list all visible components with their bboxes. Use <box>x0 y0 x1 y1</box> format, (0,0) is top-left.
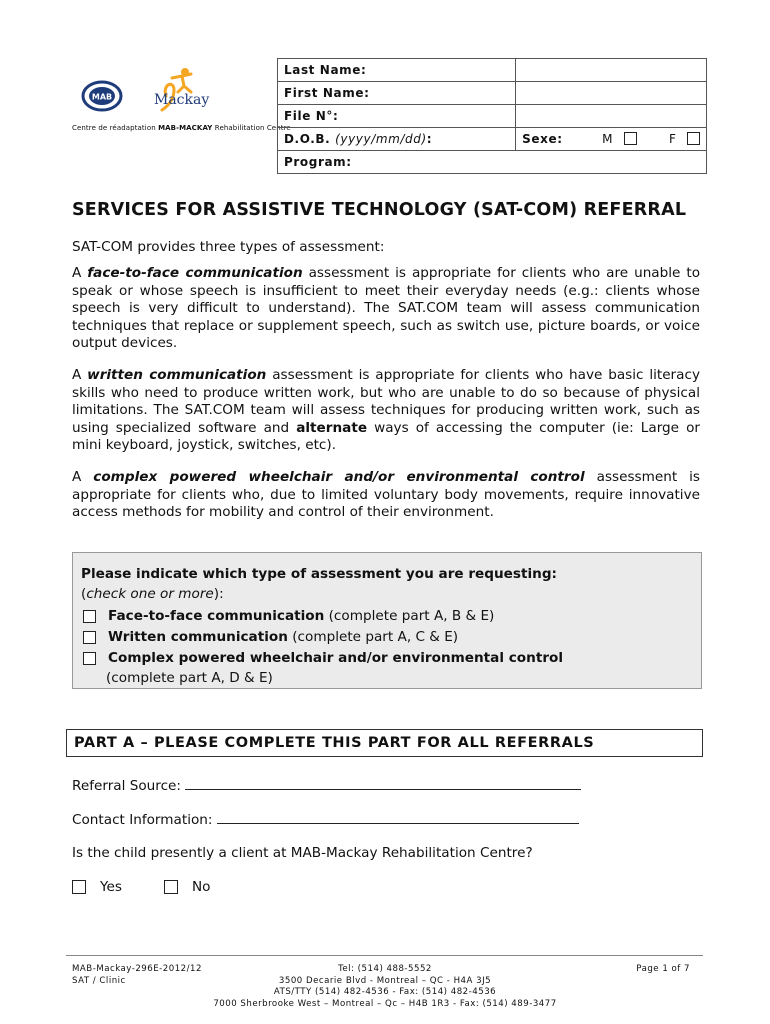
last-name-field[interactable] <box>516 59 707 82</box>
assessment-option-written: Written communication (complete part A, C & E) <box>81 627 563 648</box>
yes-label: Yes <box>100 879 122 895</box>
client-question: Is the child presently a client at MAB-Mackay Rehabilitation Centre? <box>72 845 533 861</box>
no-checkbox[interactable] <box>164 880 178 894</box>
department: SAT / Clinic <box>72 975 126 986</box>
no-option <box>164 879 211 895</box>
no-label: No <box>192 879 211 895</box>
document-title: SERVICES FOR ASSISTIVE TECHNOLOGY (SAT-COM) REFERRAL <box>72 200 687 220</box>
part-a-heading: PART A – PLEASE COMPLETE THIS PART FOR ALL REFERRALS <box>74 735 595 751</box>
footer-address-1: 3500 Decarie Blvd - Montreal – QC - H4A 3J5 <box>278 975 492 986</box>
file-no-label: File N°: <box>278 105 516 128</box>
assessment-heading: Please indicate which type of assessment you are requesting: <box>81 566 557 582</box>
mab-logo-text: MAB <box>91 92 113 102</box>
footer-divider <box>66 955 703 956</box>
mackay-logo-text: Mackay <box>154 92 210 108</box>
contact-info-row <box>72 810 579 828</box>
yes-checkbox[interactable] <box>72 880 86 894</box>
footer-address-2: 7000 Sherbrooke West – Montreal – Qc – H4B 1R3 - Fax: (514) 489-3477 <box>213 998 557 1009</box>
written-communication-checkbox[interactable] <box>83 631 96 644</box>
face-to-face-checkbox[interactable] <box>83 610 96 623</box>
first-name-field[interactable] <box>516 82 707 105</box>
patient-info-table <box>277 58 707 174</box>
referral-source-label: Referral Source: <box>72 778 181 794</box>
footer-contact <box>180 964 590 1010</box>
sex-m-label: M <box>602 132 614 146</box>
referral-source-field[interactable] <box>185 776 581 790</box>
contact-info-field[interactable] <box>217 810 579 824</box>
sex-f-checkbox[interactable] <box>687 132 700 145</box>
written-communication-paragraph: A written communication assessment is appropriate for clients who have basic literacy skills who need to produce written work, but who are unable to do so because of physical limitations. The SAT.COM team will assess techniques for producing written work, such as using specialized software and alternate ways of accessing the computer (ie: Large or mini keyboard, joystick, switches, etc). <box>72 367 700 453</box>
wheelchair-option-note: (complete part A, D & E) <box>106 670 273 686</box>
last-name-label: Last Name: <box>278 59 516 82</box>
dob-field[interactable]: D.O.B. (yyyy/mm/dd): <box>278 128 516 151</box>
program-label: Program: <box>284 155 352 169</box>
program-field[interactable] <box>278 151 707 174</box>
footer-tty: ATS/TTY (514) 482-4536 - Fax: (514) 482-4536 <box>273 987 497 997</box>
footer-tel: Tel: (514) 488-5552 <box>338 964 432 974</box>
yes-option <box>72 879 122 895</box>
sex-options <box>588 128 706 151</box>
wheelchair-paragraph: A complex powered wheelchair and/or environmental control assessment is appropriate for clients who, due to limited voluntary body movements, require innovative access methods for mobility and control of their environment. <box>72 469 701 520</box>
sex-m-checkbox[interactable] <box>624 132 637 145</box>
wheelchair-checkbox[interactable] <box>83 652 96 665</box>
form-code: MAB-Mackay-296E-2012/12 <box>72 964 202 974</box>
face-to-face-paragraph: A face-to-face communication assessment is appropriate for clients who are unable to speak or whose speech is insufficient to meet their everyday needs (e.g.: clients whose speech is very difficult to understand). The SAT.COM team will assess communication techniques that replace or supplement speech, such as switch use, picture boards, or voice output devices. <box>72 265 701 351</box>
assessment-option-wheelchair: Complex powered wheelchair and/or environmental control <box>81 648 563 668</box>
file-no-field[interactable] <box>516 105 707 128</box>
page-number: Page 1 of 7 <box>636 964 690 974</box>
sex-f-label: F <box>668 132 677 146</box>
first-name-label: First Name: <box>278 82 516 105</box>
intro-text: SAT-COM provides three types of assessment: <box>72 239 385 255</box>
logo-caption: Centre de réadaptation MAB-MACKAY Rehabilitation Centre <box>72 124 291 132</box>
part-a-header <box>66 729 703 757</box>
sex-label: Sexe: <box>516 128 589 151</box>
assessment-request-box <box>72 552 702 689</box>
assessment-subheading: (check one or more): <box>81 586 224 602</box>
assessment-option-face-to-face: Face-to-face communication (complete part A, B & E) <box>81 606 563 627</box>
contact-info-label: Contact Information: <box>72 812 213 828</box>
referral-source-row <box>72 776 581 794</box>
